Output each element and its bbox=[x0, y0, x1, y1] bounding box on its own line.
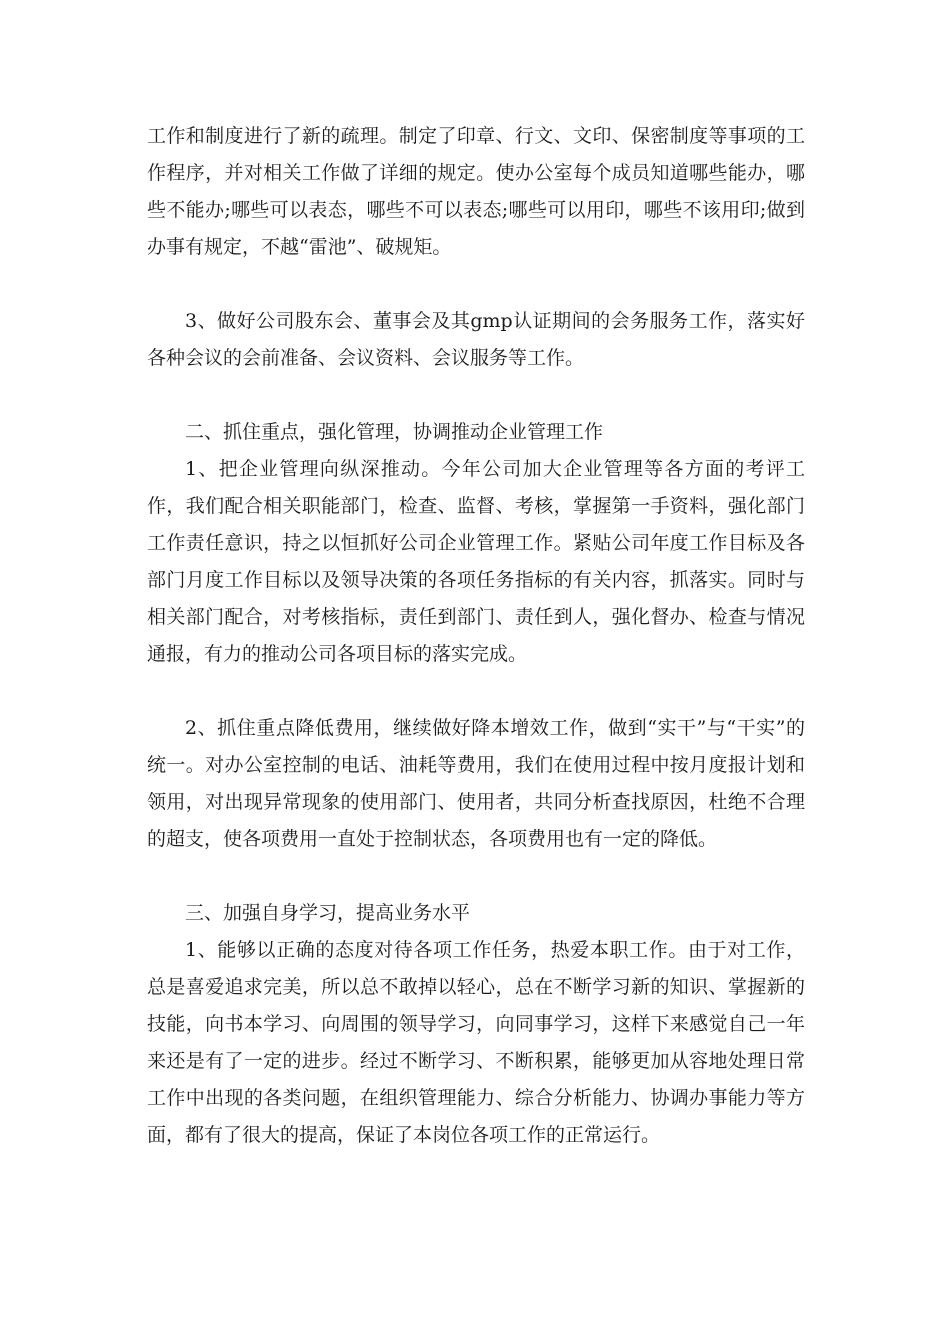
section-heading-management: 二、抓住重点，强化管理，协调推动企业管理工作 bbox=[185, 421, 604, 443]
document-body bbox=[147, 118, 805, 1154]
paragraph-work-attitude: 1、能够以正确的态度对待各项工作任务，热爱本职工作。由于对工作，总是喜爱追求完美，所以总不敢掉以轻心，总在不断学习新的知识、掌握新的技能，向书本学习、向周围的领导学习，向同事学习，这样下来感觉自己一年来还是有了一定的进步。经过不断学习、不断积累，能够更加从容地处理日常工作中出现的各类问题，在组织管理能力、综合分析能力、协调办事能力等方面，都有了很大的提高，保证了本岗位各项工作的正常运行。 bbox=[147, 939, 805, 1146]
section-heading-self-study: 三、加强自身学习，提高业务水平 bbox=[185, 902, 471, 924]
paragraph-cost-reduction: 2、抓住重点降低费用，继续做好降本增效工作，做到“实干”与“干实”的统一。对办公室控制的电话、油耗等费用，我们在使用过程中按月度报计划和领用，对出现异常现象的使用部门、使用者，共同分析查找原因，杜绝不合理的超支，使各项费用一直处于控制状态，各项费用也有一定的降低。 bbox=[147, 717, 805, 850]
paragraph-meeting-services: 3、做好公司股东会、董事会及其gmp认证期间的会务服务工作，落实好各种会议的会前准备、会议资料、会议服务等工作。 bbox=[147, 310, 805, 369]
paragraph-enterprise-management: 1、把企业管理向纵深推动。今年公司加大企业管理等各方面的考评工作，我们配合相关职能部门，检查、监督、考核，掌握第一手资料，强化部门工作责任意识，持之以恒抓好公司企业管理工作。紧贴公司年度工作目标及各部门月度工作目标以及领导决策的各项任务指标的有关内容，抓落实。同时与相关部门配合，对考核指标，责任到部门、责任到人，强化督办、检查与情况通报，有力的推动公司各项目标的落实完成。 bbox=[147, 458, 805, 665]
paragraph-institution-review: 工作和制度进行了新的疏理。制定了印章、行文、文印、保密制度等事项的工作程序，并对相关工作做了详细的规定。使办公室每个成员知道哪些能办，哪些不能办;哪些可以表态，哪些不可以表态;哪些可以用印，哪些不该用印;做到办事有规定，不越“雷池”、破规矩。 bbox=[147, 125, 805, 258]
